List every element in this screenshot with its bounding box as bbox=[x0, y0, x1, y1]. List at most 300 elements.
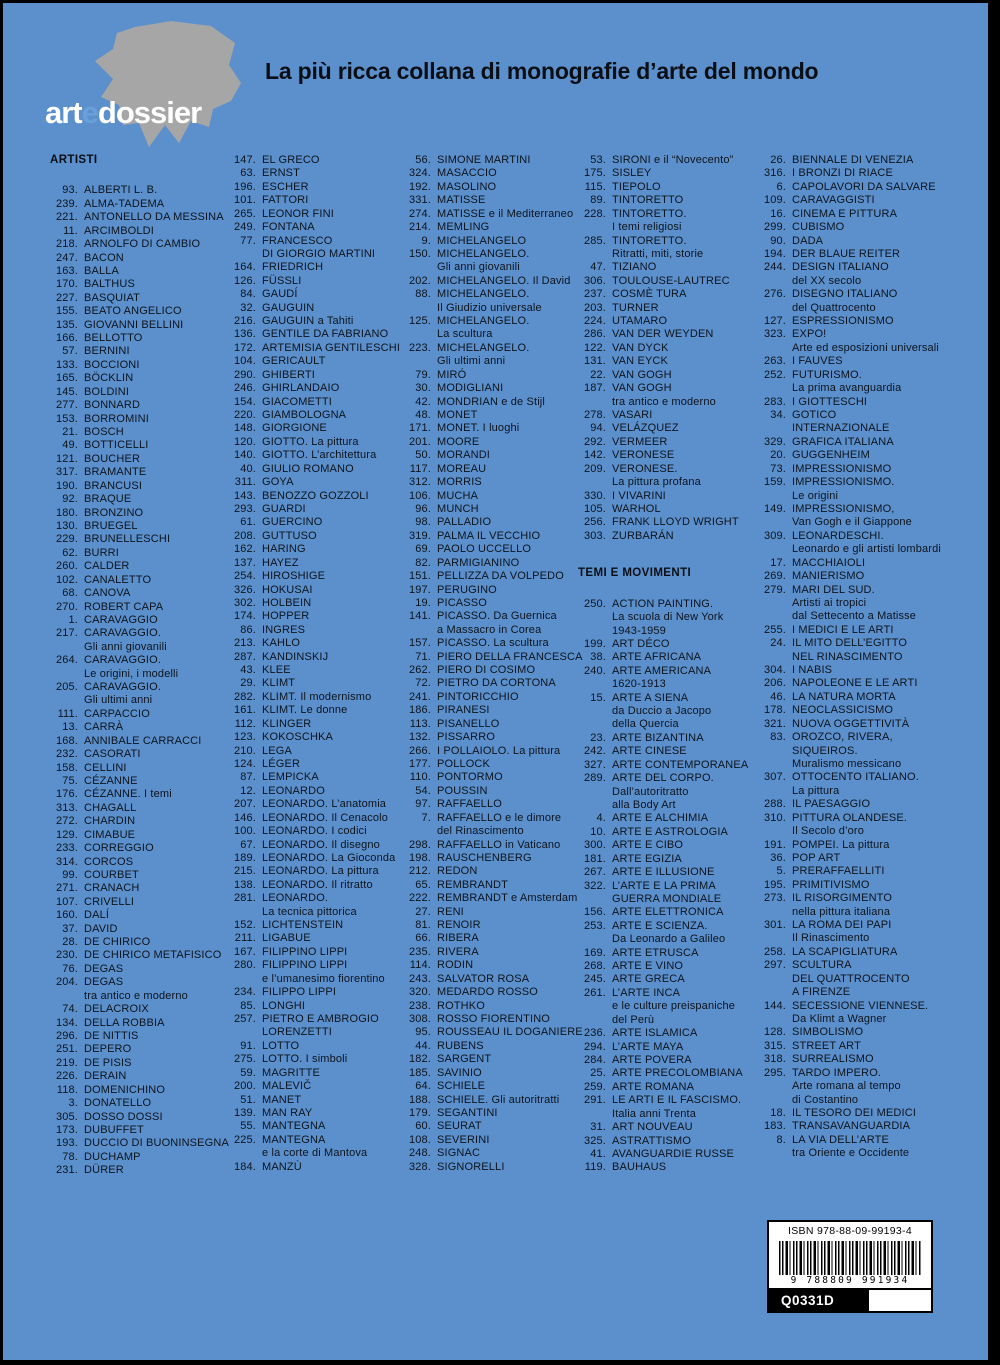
entry-number: 326. bbox=[233, 583, 256, 596]
entry-number: 170. bbox=[55, 278, 78, 291]
entry-number: 195. bbox=[763, 878, 786, 891]
entry-number: 138. bbox=[233, 878, 256, 891]
entry-number: 280. bbox=[233, 959, 256, 972]
catalog-entry bbox=[50, 278, 228, 291]
entry-number: 62. bbox=[62, 546, 78, 559]
entry-number: 236. bbox=[583, 1027, 606, 1040]
catalog-entry bbox=[50, 560, 228, 573]
entry-title: MACCHIAIOLI bbox=[792, 556, 866, 569]
entry-title: CORCOS bbox=[84, 855, 134, 868]
entry-title: VASARI bbox=[612, 409, 653, 422]
entry-number: 134. bbox=[55, 1016, 78, 1029]
entry-title: TOULOUSE-LAUTREC bbox=[612, 274, 730, 287]
entry-title: KLIMT bbox=[262, 677, 296, 690]
entry-title: SIRONI e il “Novecento” bbox=[612, 154, 734, 166]
entry-number: 263. bbox=[763, 355, 786, 368]
catalog-entry bbox=[758, 1026, 948, 1039]
entry-number: 331. bbox=[408, 194, 431, 207]
entry-title: ALMA-TADEMA bbox=[84, 197, 165, 210]
product-code-badge: Q0331D bbox=[769, 1290, 869, 1311]
catalog-entry bbox=[578, 1081, 758, 1094]
catalog-entry bbox=[403, 852, 578, 865]
catalog-entry bbox=[50, 413, 228, 426]
entry-title: LOTTO bbox=[262, 1039, 300, 1052]
catalog-entry bbox=[403, 248, 578, 275]
entry-title: CHAGALL bbox=[84, 801, 137, 814]
entry-number: 308. bbox=[408, 1013, 431, 1025]
entry-title: MATISSE bbox=[437, 194, 486, 207]
entry-title: BASQUIAT bbox=[84, 291, 141, 304]
entry-title: TIZIANO bbox=[612, 261, 657, 274]
catalog-entry bbox=[578, 167, 758, 180]
catalog-entry bbox=[758, 463, 948, 476]
catalog-entry bbox=[228, 704, 403, 717]
catalog-entry bbox=[50, 708, 228, 721]
catalog-entry bbox=[403, 932, 578, 945]
entry-title: CARAVAGGIO. Gli ultimi anni bbox=[84, 681, 162, 707]
catalog-entry bbox=[228, 798, 403, 811]
entry-number: 204. bbox=[55, 976, 78, 989]
catalog-entry bbox=[228, 758, 403, 771]
catalog-entry bbox=[403, 986, 578, 999]
entry-title: BACON bbox=[84, 251, 124, 264]
entry-title: LA NATURA MORTA bbox=[792, 690, 896, 703]
catalog-entry bbox=[50, 909, 228, 922]
entry-number: 81. bbox=[415, 919, 431, 932]
entry-title: VAN GOGH bbox=[612, 368, 672, 381]
entry-title: FATTORI bbox=[262, 194, 309, 207]
catalog-entry bbox=[50, 238, 228, 251]
entry-number: 270. bbox=[55, 600, 78, 613]
entry-number: 269. bbox=[763, 570, 786, 583]
entry-number: 310. bbox=[763, 811, 786, 824]
entry-number: 44. bbox=[415, 1039, 431, 1052]
catalog-entry bbox=[578, 1094, 758, 1121]
entry-number: 15. bbox=[590, 691, 606, 704]
entry-number: 216. bbox=[233, 315, 256, 328]
catalog-entry bbox=[228, 1040, 403, 1053]
entry-number: 37. bbox=[62, 922, 78, 935]
entry-title: PIERO DI COSIMO bbox=[437, 664, 536, 677]
catalog-entry bbox=[228, 610, 403, 623]
catalog-entry bbox=[578, 1148, 758, 1161]
entry-number: 200. bbox=[233, 1080, 256, 1093]
entry-number: 179. bbox=[408, 1106, 431, 1119]
entry-number: 23. bbox=[590, 731, 606, 744]
entry-title: ARTE ISLAMICA bbox=[612, 1027, 698, 1040]
entry-title: BOSCH bbox=[84, 426, 124, 439]
catalog-entry bbox=[403, 288, 578, 315]
entry-title: IMPRESSIONISMO bbox=[792, 462, 892, 475]
entry-number: 96. bbox=[415, 502, 431, 515]
entry-number: 309. bbox=[763, 529, 786, 542]
entry-number: 178. bbox=[763, 704, 786, 717]
entry-title: ARTE ROMANA bbox=[612, 1080, 695, 1093]
entry-number: 301. bbox=[763, 919, 786, 932]
catalog-entry bbox=[403, 771, 578, 784]
catalog-entry bbox=[578, 745, 758, 758]
entry-title: PINTORICCHIO bbox=[437, 690, 519, 703]
catalog-entry bbox=[578, 1027, 758, 1040]
catalog-entry bbox=[403, 946, 578, 959]
catalog-column bbox=[578, 154, 758, 1178]
entry-title: ARTE A SIENA da Duccio a Jacopo della Quercia bbox=[612, 691, 712, 731]
entry-title: MICHELANGELO bbox=[437, 234, 527, 247]
entry-number: 218. bbox=[55, 238, 78, 251]
entry-title: FRIEDRICH bbox=[262, 261, 324, 274]
entry-title: IL PAESAGGIO bbox=[792, 798, 871, 811]
entry-title: ART DÉCO bbox=[612, 637, 670, 650]
entry-title: TINTORETTO bbox=[612, 194, 684, 207]
entry-title: DALÍ bbox=[84, 909, 110, 922]
entry-number: 60. bbox=[415, 1120, 431, 1133]
entry-number: 111. bbox=[57, 707, 78, 720]
catalog-entry bbox=[228, 691, 403, 704]
catalog-entry bbox=[50, 439, 228, 452]
entry-title: MONET bbox=[437, 409, 478, 422]
entry-number: 205. bbox=[55, 681, 78, 694]
catalog-entry bbox=[228, 1013, 403, 1040]
entry-number: 86. bbox=[240, 623, 256, 636]
entry-number: 305. bbox=[55, 1110, 78, 1123]
entry-number: 233. bbox=[55, 842, 78, 855]
entry-title: CARAVAGGIO bbox=[84, 613, 158, 626]
entry-number: 110. bbox=[409, 771, 431, 784]
entry-title: ASTRATTISMO bbox=[612, 1134, 692, 1147]
entry-number: 232. bbox=[55, 748, 78, 761]
entry-title: PRERAFFAELLITI bbox=[792, 865, 885, 878]
catalog-entry bbox=[758, 570, 948, 583]
entry-number: 257. bbox=[233, 1013, 256, 1025]
catalog-entry bbox=[758, 181, 948, 194]
catalog-entry bbox=[228, 194, 403, 207]
catalog-entry bbox=[50, 426, 228, 439]
entry-number: 102. bbox=[55, 573, 78, 586]
entry-title: SARGENT bbox=[437, 1053, 492, 1066]
catalog-entry bbox=[403, 1080, 578, 1093]
entry-title: ARTE AMERICANA 1620-1913 bbox=[612, 664, 712, 691]
entry-number: 241. bbox=[408, 690, 431, 703]
entry-title: LEONARDO. L’anatomia bbox=[262, 798, 387, 811]
catalog-entry bbox=[50, 802, 228, 815]
entry-number: 152. bbox=[233, 919, 256, 932]
entry-number: 211. bbox=[234, 932, 256, 945]
entry-title: ARTE E ALCHIMIA bbox=[612, 812, 709, 825]
entry-number: 248. bbox=[408, 1147, 431, 1160]
catalog-entry bbox=[228, 584, 403, 597]
entry-title: ARTE E SCIENZA. Da Leonardo a Galileo bbox=[612, 919, 726, 946]
entry-title: FRANK LLOYD WRIGHT bbox=[612, 516, 739, 529]
entry-number: 312. bbox=[408, 476, 431, 489]
entry-number: 93. bbox=[62, 184, 78, 197]
entry-number: 130. bbox=[55, 519, 78, 532]
catalog-entry bbox=[50, 1137, 228, 1150]
entry-title: DUBUFFET bbox=[84, 1123, 144, 1136]
entry-title: RAFFAELLO in Vaticano bbox=[437, 838, 561, 851]
entry-number: 303. bbox=[583, 529, 606, 542]
catalog-entry bbox=[50, 225, 228, 238]
catalog-entry bbox=[228, 785, 403, 798]
entry-title: MONET. I luoghi bbox=[437, 422, 520, 435]
entry-number: 181. bbox=[583, 852, 606, 865]
entry-number: 217. bbox=[55, 627, 78, 640]
entry-number: 225. bbox=[233, 1133, 256, 1146]
entry-title: DÜRER bbox=[84, 1164, 124, 1177]
entry-title: IL RISORGIMENTO nella pittura italiana bbox=[792, 892, 893, 918]
entry-title: MICHELANGELO. Gli anni giovanili bbox=[437, 247, 530, 274]
entry-number: 185. bbox=[408, 1066, 431, 1079]
entry-number: 163. bbox=[55, 264, 78, 277]
entry-title: FUTURISMO. La prima avanguardia bbox=[792, 368, 902, 395]
entry-number: 107. bbox=[55, 895, 78, 908]
entry-number: 155. bbox=[55, 305, 78, 318]
catalog-entry bbox=[403, 1094, 578, 1107]
entry-title: MICHELANGELO. Gli ultimi anni bbox=[437, 341, 530, 368]
entry-title: EL GRECO bbox=[262, 154, 320, 166]
catalog-entry bbox=[403, 677, 578, 690]
entry-title: PITTURA OLANDESE. Il Secolo d’oro bbox=[792, 811, 908, 838]
entry-number: 84. bbox=[240, 288, 256, 301]
catalog-entry bbox=[403, 865, 578, 878]
entry-number: 315. bbox=[763, 1039, 786, 1052]
entry-number: 190. bbox=[55, 479, 78, 492]
catalog-entry bbox=[50, 856, 228, 869]
catalog-entry bbox=[403, 570, 578, 583]
entry-number: 49. bbox=[62, 439, 78, 452]
entry-title: ARCIMBOLDI bbox=[84, 224, 154, 237]
entry-title: BALLA bbox=[84, 264, 119, 277]
entry-number: 42. bbox=[415, 395, 431, 408]
catalog-entry bbox=[403, 154, 578, 167]
catalog-entry bbox=[228, 651, 403, 664]
catalog-entry bbox=[758, 261, 948, 288]
catalog-column bbox=[228, 154, 403, 1178]
entry-number: 193. bbox=[55, 1137, 78, 1150]
entry-title: MICHELANGELO. Il Giudizio universale bbox=[437, 288, 542, 314]
entry-title: PELLIZZA DA VOLPEDO bbox=[437, 570, 564, 583]
entry-title: CANALETTO bbox=[84, 573, 152, 586]
entry-title: CIMABUE bbox=[84, 828, 136, 841]
catalog-entry bbox=[50, 976, 228, 1003]
entry-title: HOLBEIN bbox=[262, 596, 312, 609]
entry-number: 143. bbox=[233, 489, 256, 502]
entry-title: NAPOLEONE E LE ARTI bbox=[792, 677, 918, 690]
catalog-entry bbox=[50, 1070, 228, 1083]
catalog-entry bbox=[228, 892, 403, 919]
entry-number: 281. bbox=[233, 892, 256, 905]
catalog-entry bbox=[50, 1111, 228, 1124]
entry-title: LEONARDO. I codici bbox=[262, 825, 367, 838]
entry-title: OROZCO, RIVERA, SIQUEIROS. Muralismo messicano bbox=[792, 731, 902, 770]
entry-number: 48. bbox=[415, 409, 431, 422]
catalog-entry bbox=[228, 664, 403, 677]
catalog-entry bbox=[50, 1030, 228, 1043]
catalog-entry bbox=[758, 194, 948, 207]
catalog-entry bbox=[50, 359, 228, 372]
entry-number: 274. bbox=[408, 207, 431, 220]
entry-title: POLLOCK bbox=[437, 757, 491, 770]
entry-number: 68. bbox=[62, 587, 78, 600]
catalog-entry bbox=[403, 315, 578, 342]
catalog-entry bbox=[758, 235, 948, 248]
entry-title: GENTILE DA FABRIANO bbox=[262, 328, 389, 341]
entry-title: DER BLAUE REITER bbox=[792, 247, 901, 260]
entry-title: IMPRESSIONISMO, Van Gogh e il Giappone bbox=[792, 502, 912, 529]
entry-title: OTTOCENTO ITALIANO. La pittura bbox=[792, 771, 919, 797]
entry-number: 28. bbox=[62, 936, 78, 949]
entry-title: ARNOLFO DI CAMBIO bbox=[84, 238, 201, 251]
entry-number: 78. bbox=[62, 1150, 78, 1163]
entry-title: RENI bbox=[437, 905, 464, 918]
entry-title: BRANCUSI bbox=[84, 479, 143, 492]
catalog-entry bbox=[758, 1134, 948, 1161]
entry-title: DUCCIO DI BUONINSEGNA bbox=[84, 1137, 229, 1150]
catalog-entry bbox=[403, 1120, 578, 1133]
entry-number: 330. bbox=[583, 489, 606, 502]
entry-number: 66. bbox=[415, 932, 431, 945]
entry-number: 177. bbox=[408, 757, 431, 770]
entry-number: 85. bbox=[240, 999, 256, 1012]
catalog-entry bbox=[578, 302, 758, 315]
entry-number: 146. bbox=[233, 811, 256, 824]
entry-title: RAUSCHENBERG bbox=[437, 851, 532, 864]
catalog-entry bbox=[50, 1124, 228, 1137]
entry-number: 75. bbox=[62, 774, 78, 787]
entry-number: 183. bbox=[763, 1120, 786, 1133]
entry-number: 108. bbox=[408, 1133, 431, 1146]
catalog-entry bbox=[228, 932, 403, 945]
catalog-entry bbox=[228, 1080, 403, 1093]
entry-number: 65. bbox=[415, 878, 431, 891]
entry-title: ACTION PAINTING. La scuola di New York 1943-1959 bbox=[612, 597, 724, 637]
entry-number: 324. bbox=[408, 167, 431, 180]
entry-title: CAPOLAVORI DA SALVARE bbox=[792, 180, 936, 193]
catalog-entry bbox=[578, 866, 758, 879]
entry-number: 296. bbox=[55, 1030, 78, 1042]
entry-title: PIETRO E AMBROGIO LORENZETTI bbox=[262, 1013, 379, 1039]
entry-title: LEONARDO. Il ritratto bbox=[262, 878, 373, 891]
entry-title: ARTE AFRICANA bbox=[612, 651, 702, 664]
catalog-entry bbox=[228, 530, 403, 543]
catalog-entry bbox=[228, 288, 403, 301]
catalog-entry bbox=[578, 853, 758, 866]
catalog-entry bbox=[578, 463, 758, 490]
entry-number: 51. bbox=[240, 1093, 256, 1106]
catalog-entry bbox=[403, 597, 578, 610]
entry-title: CÉZANNE. I temi bbox=[84, 788, 172, 801]
entry-number: 276. bbox=[763, 288, 786, 301]
catalog-entry bbox=[50, 936, 228, 949]
entry-number: 253. bbox=[583, 919, 606, 932]
entry-number: 133. bbox=[55, 358, 78, 371]
catalog-entry bbox=[228, 986, 403, 999]
entry-title: LEGA bbox=[262, 744, 292, 757]
catalog-entry bbox=[758, 718, 948, 731]
entry-number: 112. bbox=[234, 717, 256, 730]
entry-title: DEPERO bbox=[84, 1043, 132, 1056]
entry-number: 275. bbox=[233, 1053, 256, 1066]
entry-title: ARTE E VINO bbox=[612, 960, 684, 973]
entry-title: MICHELANGELO. La scultura bbox=[437, 315, 530, 341]
entry-title: MEDARDO ROSSO bbox=[437, 986, 538, 999]
entry-number: 50. bbox=[415, 449, 431, 462]
catalog-entry bbox=[403, 342, 578, 369]
entry-title: SCHIELE. Gli autoritratti bbox=[437, 1093, 560, 1106]
entry-number: 278. bbox=[583, 409, 606, 422]
catalog-entry bbox=[403, 221, 578, 234]
entry-number: 153. bbox=[55, 412, 78, 425]
catalog-entry bbox=[50, 775, 228, 788]
catalog-entry bbox=[228, 208, 403, 221]
entry-title: GUGGENHEIM bbox=[792, 449, 870, 462]
entry-number: 287. bbox=[233, 650, 256, 663]
entry-title: ZURBARÁN bbox=[612, 529, 674, 542]
catalog-entry bbox=[758, 449, 948, 462]
entry-number: 294. bbox=[583, 1040, 606, 1053]
entry-title: CORREGGIO bbox=[84, 842, 154, 855]
entry-number: 290. bbox=[233, 368, 256, 381]
entry-number: 297. bbox=[763, 959, 786, 972]
catalog-entry bbox=[403, 704, 578, 717]
entry-title: DUCHAMP bbox=[84, 1150, 141, 1163]
entry-number: 254. bbox=[233, 570, 256, 583]
catalog-entry bbox=[758, 396, 948, 409]
entry-title: ARTE CONTEMPORANEA bbox=[612, 758, 749, 771]
entry-number: 98. bbox=[415, 516, 431, 529]
entry-title: MAGRITTE bbox=[262, 1066, 321, 1079]
entry-number: 189. bbox=[233, 851, 256, 864]
entry-number: 117. bbox=[409, 462, 431, 475]
entry-number: 20. bbox=[770, 449, 786, 462]
entry-number: 43. bbox=[240, 664, 256, 677]
entry-number: 175. bbox=[583, 167, 606, 180]
catalog-entry bbox=[758, 865, 948, 878]
entry-number: 234. bbox=[233, 986, 256, 999]
entry-title: BERNINI bbox=[84, 345, 130, 358]
catalog-entry bbox=[758, 919, 948, 946]
entry-number: 149. bbox=[763, 502, 786, 515]
entry-number: 209. bbox=[583, 462, 606, 475]
catalog-entry bbox=[758, 557, 948, 570]
entry-number: 321. bbox=[763, 717, 786, 730]
catalog-entry bbox=[578, 436, 758, 449]
catalog-entry bbox=[403, 758, 578, 771]
entry-number: 17. bbox=[770, 556, 786, 569]
entry-title: GAUGUIN a Tahiti bbox=[262, 315, 354, 328]
entry-title: PIERO DELLA FRANCESCA bbox=[437, 650, 583, 663]
entry-number: 64. bbox=[415, 1080, 431, 1093]
entry-number: 6. bbox=[776, 180, 786, 193]
entry-title: VAN DYCK bbox=[612, 341, 669, 354]
entry-title: GUARDI bbox=[262, 502, 306, 515]
catalog-entry bbox=[228, 1067, 403, 1080]
catalog-entry bbox=[758, 839, 948, 852]
catalog-entry bbox=[758, 1000, 948, 1027]
catalog-entry bbox=[228, 745, 403, 758]
entry-number: 300. bbox=[583, 839, 606, 852]
catalog-entry bbox=[50, 292, 228, 305]
entry-number: 196. bbox=[233, 180, 256, 193]
entry-number: 272. bbox=[55, 815, 78, 828]
entry-number: 247. bbox=[55, 251, 78, 264]
entry-number: 30. bbox=[415, 382, 431, 395]
entry-title: LEONARDO. Il Cenacolo bbox=[262, 811, 389, 824]
entry-title: IMPRESSIONISMO. Le origini bbox=[792, 476, 895, 502]
catalog-entry bbox=[758, 852, 948, 865]
entry-title: MOREAU bbox=[437, 462, 487, 475]
entry-number: 293. bbox=[233, 502, 256, 515]
entry-number: 87. bbox=[240, 771, 256, 784]
